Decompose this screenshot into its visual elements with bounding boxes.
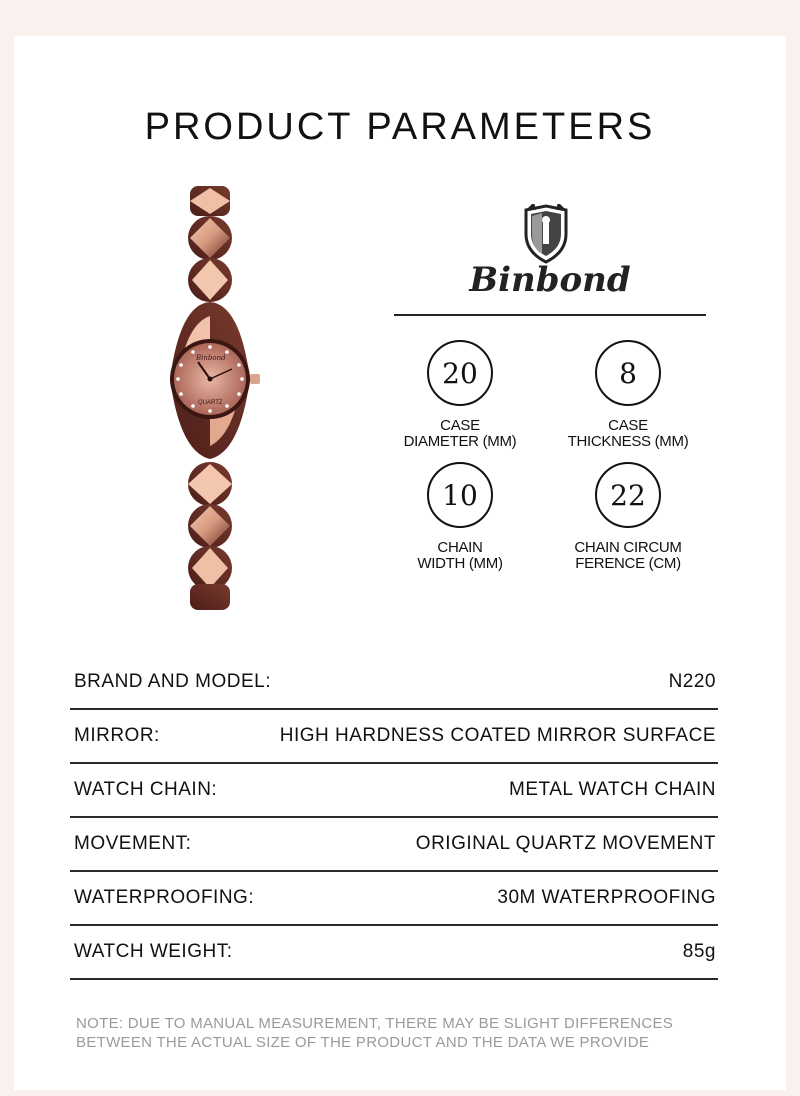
spec-label: CHAIN CIRCUM FERENCE (CM) — [574, 539, 682, 572]
spec-value-circle: 8 — [595, 340, 661, 406]
parameters-table — [70, 656, 718, 980]
spec-value-circle: 22 — [595, 462, 661, 528]
row-label: WATCH CHAIN: — [74, 779, 218, 800]
spec-label: CHAIN WIDTH (MM) — [417, 539, 503, 572]
spec-value-circle: 20 — [427, 340, 493, 406]
row-value: METAL WATCH CHAIN — [509, 779, 716, 800]
dial-brand-text: Binbond — [196, 354, 226, 362]
upper-chain — [188, 186, 232, 302]
spec-value-circle: 10 — [427, 462, 493, 528]
watch-image — [150, 184, 290, 614]
shield-crest-icon — [522, 204, 570, 264]
row-value: 85g — [682, 941, 716, 962]
spec-label: CASE THICKNESS (MM) — [567, 417, 689, 450]
row-value: ORIGINAL QUARTZ MOVEMENT — [415, 833, 716, 854]
spec-chain-width — [370, 462, 550, 572]
table-row — [70, 872, 718, 926]
page-title: PRODUCT PARAMETERS — [144, 106, 656, 148]
spec-chain-circumference — [538, 462, 718, 572]
lower-chain — [188, 462, 232, 610]
row-value: N220 — [668, 671, 716, 692]
brand-divider — [394, 314, 706, 316]
row-value: HIGH HARDNESS COATED MIRROR SURFACE — [279, 725, 716, 746]
dial-quartz-text: QUARTZ — [198, 400, 223, 406]
table-row — [70, 764, 718, 818]
table-row — [70, 818, 718, 872]
brand-name: Binbond — [469, 260, 631, 300]
measurement-note: NOTE: DUE TO MANUAL MEASUREMENT, THERE MAY BE SLIGHT DIFFERENCES BETWEEN THE ACTUAL SIZE OF THE PRODUCT AND THE DATA WE PROVIDE — [76, 1015, 674, 1051]
spec-label: CASE DIAMETER (MM) — [403, 417, 517, 450]
row-label: MOVEMENT: — [74, 833, 192, 854]
row-value: 30M WATERPROOFING — [497, 887, 716, 908]
row-label: WATERPROOFING: — [74, 887, 255, 908]
table-row — [70, 710, 718, 764]
spec-case-thickness — [538, 340, 718, 450]
row-label: MIRROR: — [74, 725, 160, 746]
row-label: WATCH WEIGHT: — [74, 941, 233, 962]
table-row — [70, 926, 718, 980]
spec-case-diameter — [370, 340, 550, 450]
table-row — [70, 656, 718, 710]
row-label: BRAND AND MODEL: — [74, 671, 271, 692]
watch-case — [170, 302, 260, 459]
